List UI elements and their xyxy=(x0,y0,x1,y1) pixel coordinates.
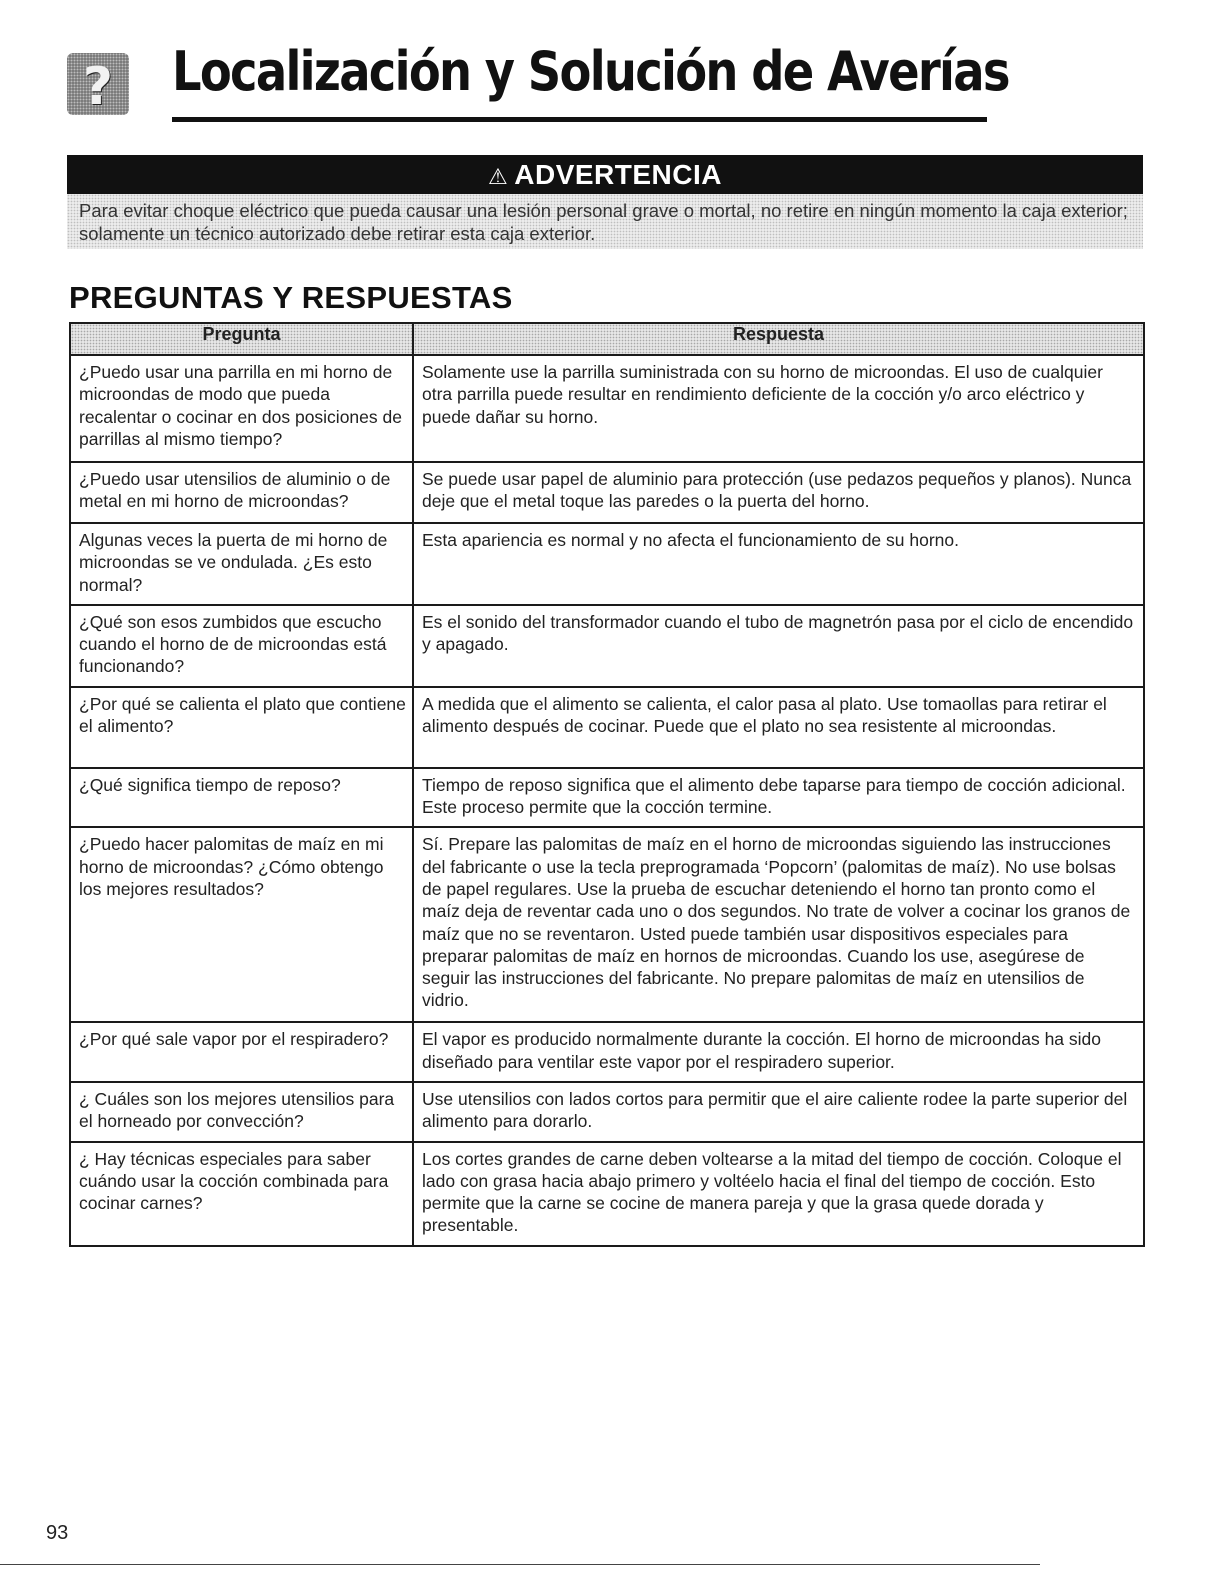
question-cell: ¿Puedo hacer palomitas de maíz en mi horno de microondas? ¿Cómo obtengo los mejores resultados? xyxy=(70,827,413,1022)
question-cell: ¿Por qué se calienta el plato que contiene el alimento? xyxy=(70,687,413,768)
title-underline xyxy=(172,117,987,122)
question-cell: Algunas veces la puerta de mi horno de microondas se ve ondulada. ¿Es esto normal? xyxy=(70,523,413,605)
column-header-question: Pregunta xyxy=(70,323,413,355)
answer-cell: Solamente use la parrilla suministrada con su horno de microondas. El uso de cualquier otra parrilla puede resultar en rendimiento deficiente de la cocción y/o arco eléctrico y puede dañar su horno. xyxy=(413,355,1144,462)
footer-rule xyxy=(0,1564,1040,1565)
answer-cell: Sí. Prepare las palomitas de maíz en el horno de microondas siguiendo las instrucciones del fabricante o use la tecla preprogramada ‘Popcorn’ (palomitas de maíz). No use bolsas de papel regulares. Use la prueba de escuchar deteniendo el horno tan pronto como el maíz deja de reventar cada uno o dos segundos. No trate de volver a cocinar los granos de maíz que no se reventaron. Usted puede también usar dispositivos especiales para preparar palomitas de maíz en hornos de microondas. Cuando los use, asegúrese de seguir las instrucciones del fabricante. No prepare palomitas de maíz en utensilios de vidrio. xyxy=(413,827,1144,1022)
warning-text: Para evitar choque eléctrico que pueda causar una lesión personal grave o mortal, no retire en ningún momento la caja exterior; solamente un técnico autorizado debe retirar esta caja exterior. xyxy=(67,194,1143,249)
page-number: 93 xyxy=(46,1522,69,1544)
answer-cell: Tiempo de reposo significa que el alimento debe taparse para tiempo de cocción adicional. Este proceso permite que la cocción termine. xyxy=(413,768,1144,828)
table-row xyxy=(70,768,1144,828)
question-cell: ¿Qué significa tiempo de reposo? xyxy=(70,768,413,828)
answer-cell: Los cortes grandes de carne deben voltearse a la mitad del tiempo de cocción. Coloque el lado con grasa hacia abajo primero y voltéelo hacia el final del tiempo de cocción. Esto permite que la carne se cocine de manera pareja y que la grasa quede dorada y presentable. xyxy=(413,1142,1144,1246)
section-heading: PREGUNTAS Y RESPUESTAS xyxy=(69,280,513,315)
table-row xyxy=(70,462,1144,523)
table-row xyxy=(70,687,1144,768)
warning-triangle-icon: ⚠ xyxy=(488,165,509,190)
question-mark-icon: ? xyxy=(67,53,129,115)
answer-cell: Es el sonido del transformador cuando el tubo de magnetrón pasa por el ciclo de encendido y apagado. xyxy=(413,605,1144,687)
table-row xyxy=(70,1022,1144,1082)
question-cell: ¿ Hay técnicas especiales para saber cuándo usar la cocción combinada para cocinar carnes? xyxy=(70,1142,413,1246)
table-row xyxy=(70,605,1144,687)
table-row xyxy=(70,1082,1144,1142)
answer-cell: Se puede usar papel de aluminio para protección (use pedazos pequeños y planos). Nunca deje que el metal toque las paredes o la puerta del horno. xyxy=(413,462,1144,523)
page-title: Localización y Solución de Averías xyxy=(172,40,1009,103)
answer-cell: Esta apariencia es normal y no afecta el funcionamiento de su horno. xyxy=(413,523,1144,605)
question-cell: ¿Qué son esos zumbidos que escucho cuando el horno de de microondas está funcionando? xyxy=(70,605,413,687)
warning-title: ADVERTENCIA xyxy=(514,159,722,190)
question-cell: ¿Puedo usar utensilios de aluminio o de metal en mi horno de microondas? xyxy=(70,462,413,523)
warning-box xyxy=(67,155,1143,249)
column-header-answer: Respuesta xyxy=(413,323,1144,355)
answer-cell: Use utensilios con lados cortos para permitir que el aire caliente rodee la parte superior del alimento para dorarlo. xyxy=(413,1082,1144,1142)
table-row xyxy=(70,827,1144,1022)
question-cell: ¿Puedo usar una parrilla en mi horno de microondas de modo que pueda recalentar o cocinar en dos posiciones de parrillas al mismo tiempo? xyxy=(70,355,413,462)
question-cell: ¿Por qué sale vapor por el respiradero? xyxy=(70,1022,413,1082)
table-row xyxy=(70,523,1144,605)
table-row xyxy=(70,355,1144,462)
answer-cell: A medida que el alimento se calienta, el calor pasa al plato. Use tomaollas para retirar el alimento después de cocinar. Puede que el plato no sea resistente al microondas. xyxy=(413,687,1144,768)
qa-table xyxy=(69,322,1145,1247)
question-cell: ¿ Cuáles son los mejores utensilios para el horneado por convección? xyxy=(70,1082,413,1142)
table-header-row xyxy=(70,323,1144,355)
table-row xyxy=(70,1142,1144,1246)
warning-title-bar xyxy=(67,155,1143,194)
answer-cell: El vapor es producido normalmente durante la cocción. El horno de microondas ha sido diseñado para ventilar este vapor por el respiradero superior. xyxy=(413,1022,1144,1082)
